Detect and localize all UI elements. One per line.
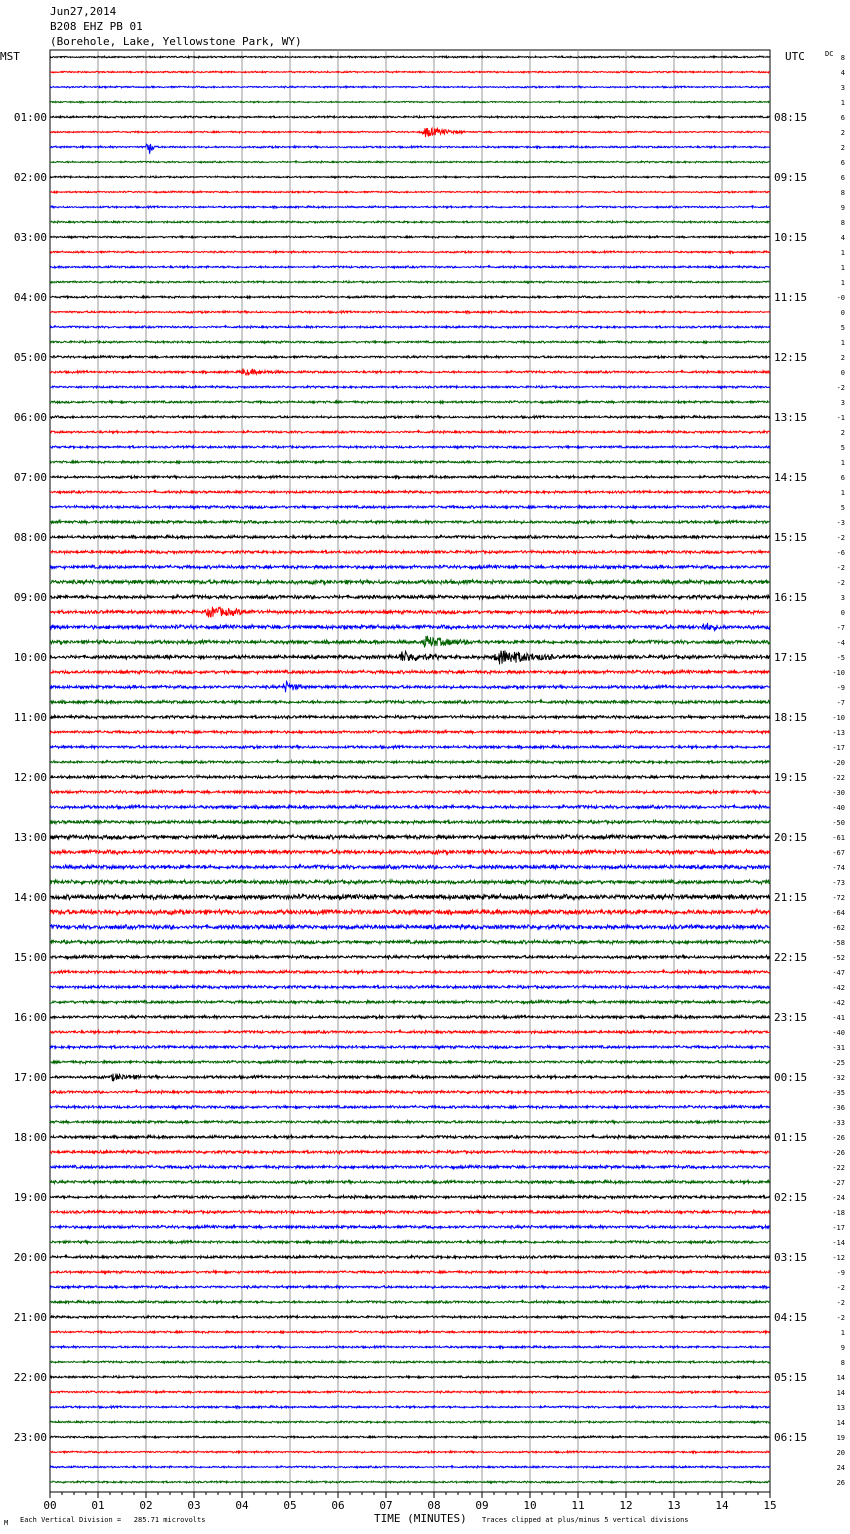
- dc-offset-value: 5: [840, 504, 845, 512]
- dc-offset-value: -40: [832, 804, 845, 812]
- trace-line: [50, 850, 770, 855]
- trace-line: [50, 1000, 770, 1003]
- x-tick-label: 05: [283, 1499, 297, 1512]
- trace-line: [50, 865, 770, 869]
- dc-offset-value: 13: [836, 1404, 845, 1412]
- utc-hour-label: 18:15: [774, 711, 808, 724]
- trace-line: [50, 401, 770, 404]
- dc-offset-value: -7: [836, 624, 845, 632]
- trace-line: [50, 535, 770, 538]
- mst-hour-label: 13:00: [13, 831, 47, 844]
- dc-offset-value: -67: [832, 849, 845, 857]
- trace-line: [50, 1271, 770, 1274]
- station-location: (Borehole, Lake, Yellowstone Park, WY): [50, 35, 302, 48]
- trace-line: [50, 1361, 770, 1363]
- trace-line: [50, 416, 770, 419]
- trace-line: [50, 805, 770, 809]
- dc-offset-value: -2: [836, 564, 845, 572]
- trace-line: [50, 369, 770, 376]
- x-tick-label: 12: [619, 1499, 633, 1512]
- trace-line: [50, 955, 770, 958]
- dc-offset-value: -26: [832, 1149, 845, 1157]
- corner-mark: M: [4, 1519, 9, 1527]
- station-code: B208 EHZ PB 01: [50, 20, 143, 33]
- trace-line: [50, 116, 770, 118]
- dc-offset-value: -50: [832, 819, 845, 827]
- mst-hour-label: 23:00: [13, 1431, 47, 1444]
- trace-line: [50, 1255, 770, 1258]
- dc-offset-value: -14: [832, 1239, 845, 1247]
- trace-line: [50, 1466, 770, 1468]
- dc-offset-value: -32: [832, 1074, 845, 1082]
- dc-offset-value: -9: [836, 684, 845, 692]
- trace-line: [50, 221, 770, 223]
- utc-hour-labels: [774, 111, 807, 1444]
- dc-offset-labels: [832, 54, 845, 1487]
- trace-line: [50, 670, 770, 674]
- dc-offset-value: -30: [832, 789, 845, 797]
- dc-offset-value: 8: [840, 54, 845, 62]
- dc-offset-value: -72: [832, 894, 845, 902]
- dc-offset-value: 2: [840, 354, 845, 362]
- trace-line: [50, 731, 770, 734]
- trace-line: [50, 745, 770, 748]
- dc-offset-value: -10: [832, 714, 845, 722]
- mst-hour-label: 15:00: [13, 951, 47, 964]
- trace-line: [50, 161, 770, 163]
- dc-offset-value: 6: [840, 474, 845, 482]
- trace-line: [50, 1180, 770, 1183]
- dc-offset-value: -24: [832, 1194, 845, 1202]
- trace-line: [50, 925, 770, 930]
- mst-hour-label: 01:00: [13, 111, 47, 124]
- trace-line: [50, 940, 770, 944]
- x-tick-label: 06: [331, 1499, 345, 1512]
- seismic-traces: [50, 56, 770, 1483]
- dc-offset-value: -12: [832, 1254, 845, 1262]
- dc-offset-value: 9: [840, 204, 845, 212]
- dc-offset-value: 20: [836, 1449, 845, 1457]
- dc-offset-value: -1: [836, 414, 845, 422]
- trace-line: [50, 550, 770, 553]
- trace-line: [50, 1391, 770, 1393]
- mst-hour-label: 08:00: [13, 531, 47, 544]
- trace-line: [50, 1195, 770, 1198]
- trace-line: [50, 281, 770, 283]
- mst-hour-label: 06:00: [13, 411, 47, 424]
- trace-line: [50, 101, 770, 103]
- trace-line: [50, 681, 770, 692]
- trace-line: [50, 650, 770, 664]
- dc-offset-value: -17: [832, 1224, 845, 1232]
- dc-offset-value: 5: [840, 324, 845, 332]
- utc-hour-label: 06:15: [774, 1431, 808, 1444]
- utc-hour-label: 04:15: [774, 1311, 808, 1324]
- utc-hour-label: 14:15: [774, 471, 808, 484]
- x-tick-label: 09: [475, 1499, 489, 1512]
- utc-hour-label: 17:15: [774, 651, 808, 664]
- dc-offset-value: 1: [840, 339, 845, 347]
- dc-offset-value: -2: [836, 534, 845, 542]
- trace-line: [50, 1316, 770, 1318]
- mst-hour-label: 12:00: [13, 771, 47, 784]
- dc-offset-value: 24: [836, 1464, 845, 1472]
- trace-line: [50, 1121, 770, 1124]
- dc-offset-value: 14: [836, 1374, 845, 1382]
- dc-offset-value: -31: [832, 1044, 845, 1052]
- trace-line: [50, 790, 770, 793]
- dc-offset-value: 1: [840, 279, 845, 287]
- utc-hour-label: 01:15: [774, 1131, 808, 1144]
- utc-hour-label: 16:15: [774, 591, 808, 604]
- dc-offset-value: -58: [832, 939, 845, 947]
- x-tick-label: 14: [715, 1499, 729, 1512]
- mst-hour-label: 14:00: [13, 891, 47, 904]
- trace-line: [50, 880, 770, 884]
- dc-column-title: DC: [825, 50, 834, 58]
- utc-hour-label: 23:15: [774, 1011, 808, 1024]
- trace-line: [50, 326, 770, 328]
- trace-line: [50, 636, 770, 648]
- utc-hour-label: 12:15: [774, 351, 808, 364]
- dc-offset-value: 2: [840, 429, 845, 437]
- dc-offset-value: 8: [840, 219, 845, 227]
- mst-hour-label: 21:00: [13, 1311, 47, 1324]
- x-tick-label: 13: [667, 1499, 681, 1512]
- trace-line: [50, 128, 770, 137]
- dc-offset-value: -6: [836, 549, 845, 557]
- mst-hour-label: 02:00: [13, 171, 47, 184]
- dc-offset-value: -3: [836, 519, 845, 527]
- utc-hour-label: 20:15: [774, 831, 808, 844]
- trace-line: [50, 607, 770, 618]
- mst-hour-label: 18:00: [13, 1131, 47, 1144]
- trace-line: [50, 1451, 770, 1453]
- recording-date: Jun27,2014: [50, 5, 117, 18]
- dc-offset-value: 8: [840, 1359, 845, 1367]
- mst-hour-label: 11:00: [13, 711, 47, 724]
- utc-hour-label: 19:15: [774, 771, 808, 784]
- trace-line: [50, 970, 770, 973]
- dc-offset-value: -47: [832, 969, 845, 977]
- dc-offset-value: 1: [840, 249, 845, 257]
- dc-offset-value: -7: [836, 699, 845, 707]
- trace-line: [50, 296, 770, 298]
- dc-offset-value: -2: [836, 579, 845, 587]
- dc-offset-value: -52: [832, 954, 845, 962]
- dc-offset-value: 26: [836, 1479, 845, 1487]
- dc-offset-value: 6: [840, 114, 845, 122]
- trace-line: [50, 71, 770, 73]
- dc-offset-value: 4: [840, 234, 845, 242]
- dc-offset-value: -20: [832, 759, 845, 767]
- mst-hour-labels: [14, 111, 47, 1444]
- utc-hour-label: 03:15: [774, 1251, 808, 1264]
- dc-offset-value: 1: [840, 489, 845, 497]
- trace-line: [50, 1061, 770, 1064]
- dc-offset-value: -22: [832, 774, 845, 782]
- trace-line: [50, 1225, 770, 1228]
- trace-line: [50, 894, 770, 900]
- trace-line: [50, 1135, 770, 1138]
- trace-line: [50, 1376, 770, 1378]
- dc-offset-value: 1: [840, 99, 845, 107]
- trace-line: [50, 1436, 770, 1438]
- x-tick-label: 15: [763, 1499, 777, 1512]
- dc-offset-value: 5: [840, 444, 845, 452]
- trace-line: [50, 985, 770, 988]
- dc-offset-value: 8: [840, 189, 845, 197]
- dc-offset-value: -35: [832, 1089, 845, 1097]
- trace-line: [50, 1346, 770, 1348]
- trace-line: [50, 1421, 770, 1423]
- dc-offset-value: 1: [840, 459, 845, 467]
- utc-hour-label: 02:15: [774, 1191, 808, 1204]
- dc-offset-value: -73: [832, 879, 845, 887]
- dc-offset-value: -0: [836, 294, 845, 302]
- dc-offset-value: -61: [832, 834, 845, 842]
- trace-line: [50, 506, 770, 509]
- x-tick-label: 02: [139, 1499, 153, 1512]
- dc-offset-value: 6: [840, 159, 845, 167]
- mst-hour-label: 09:00: [13, 591, 47, 604]
- trace-line: [50, 431, 770, 434]
- dc-offset-value: 1: [840, 1329, 845, 1337]
- dc-offset-value: 2: [840, 129, 845, 137]
- trace-line: [50, 1090, 770, 1093]
- dc-offset-value: 3: [840, 399, 845, 407]
- dc-offset-value: 2: [840, 144, 845, 152]
- utc-axis-title: UTC: [785, 50, 805, 63]
- dc-offset-value: -41: [832, 1014, 845, 1022]
- trace-line: [50, 909, 770, 915]
- dc-offset-value: -74: [832, 864, 845, 872]
- trace-line: [50, 176, 770, 178]
- trace-line: [50, 356, 770, 359]
- dc-offset-value: -10: [832, 669, 845, 677]
- utc-hour-label: 00:15: [774, 1071, 808, 1084]
- dc-offset-value: 0: [840, 609, 845, 617]
- trace-line: [50, 341, 770, 343]
- x-tick-label: 10: [523, 1499, 537, 1512]
- dc-offset-value: -17: [832, 744, 845, 752]
- mst-hour-label: 05:00: [13, 351, 47, 364]
- trace-line: [50, 491, 770, 494]
- x-tick-label: 11: [571, 1499, 585, 1512]
- utc-hour-label: 09:15: [774, 171, 808, 184]
- dc-offset-value: -5: [836, 654, 845, 662]
- trace-line: [50, 1015, 770, 1018]
- mst-axis-title: MST: [0, 50, 20, 63]
- trace-line: [50, 461, 770, 464]
- dc-offset-value: -27: [832, 1179, 845, 1187]
- trace-line: [50, 775, 770, 778]
- trace-line: [50, 1106, 770, 1109]
- utc-hour-label: 11:15: [774, 291, 808, 304]
- mst-hour-label: 03:00: [13, 231, 47, 244]
- trace-line: [50, 820, 770, 824]
- trace-line: [50, 1406, 770, 1408]
- trace-line: [50, 1150, 770, 1153]
- mst-hour-label: 04:00: [13, 291, 47, 304]
- utc-hour-label: 05:15: [774, 1371, 808, 1384]
- x-tick-label: 03: [187, 1499, 201, 1512]
- dc-offset-value: -2: [836, 1314, 845, 1322]
- trace-line: [50, 700, 770, 704]
- trace-line: [50, 191, 770, 193]
- trace-line: [50, 1481, 770, 1483]
- mst-hour-label: 17:00: [13, 1071, 47, 1084]
- dc-offset-value: 0: [840, 309, 845, 317]
- mst-hour-label: 19:00: [13, 1191, 47, 1204]
- dc-offset-value: 14: [836, 1419, 845, 1427]
- trace-line: [50, 144, 770, 154]
- x-tick-label: 04: [235, 1499, 249, 1512]
- x-tick-label: 01: [91, 1499, 105, 1512]
- trace-line: [50, 760, 770, 763]
- utc-hour-label: 21:15: [774, 891, 808, 904]
- trace-line: [50, 1165, 770, 1168]
- trace-line: [50, 476, 770, 479]
- mst-hour-label: 10:00: [13, 651, 47, 664]
- dc-offset-value: -36: [832, 1104, 845, 1112]
- dc-offset-value: -22: [832, 1164, 845, 1172]
- utc-hour-label: 10:15: [774, 231, 808, 244]
- dc-offset-value: 3: [840, 84, 845, 92]
- x-tick-label: 00: [43, 1499, 57, 1512]
- trace-line: [50, 1074, 770, 1082]
- trace-line: [50, 1030, 770, 1033]
- mst-hour-label: 20:00: [13, 1251, 47, 1264]
- utc-hour-label: 15:15: [774, 531, 808, 544]
- trace-line: [50, 56, 770, 58]
- utc-hour-label: 13:15: [774, 411, 808, 424]
- dc-offset-value: 0: [840, 369, 845, 377]
- dc-offset-value: 6: [840, 174, 845, 182]
- trace-line: [50, 1286, 770, 1289]
- dc-offset-value: -2: [836, 1299, 845, 1307]
- mst-hour-label: 16:00: [13, 1011, 47, 1024]
- dc-offset-value: -42: [832, 999, 845, 1007]
- x-tick-label: 08: [427, 1499, 441, 1512]
- dc-offset-value: 4: [840, 69, 845, 77]
- clip-note: Traces clipped at plus/minus 5 vertical divisions: [482, 1516, 689, 1524]
- trace-line: [50, 1331, 770, 1333]
- utc-hour-label: 22:15: [774, 951, 808, 964]
- scale-note: Each Vertical Division = 285.71 microvolts: [20, 1516, 206, 1524]
- trace-line: [50, 1210, 770, 1213]
- x-tick-label: 07: [379, 1499, 393, 1512]
- mst-hour-label: 22:00: [13, 1371, 47, 1384]
- trace-line: [50, 565, 770, 569]
- dc-offset-value: 19: [836, 1434, 845, 1442]
- trace-line: [50, 386, 770, 388]
- trace-line: [50, 236, 770, 238]
- trace-line: [50, 715, 770, 718]
- trace-line: [50, 623, 770, 630]
- trace-line: [50, 520, 770, 523]
- dc-offset-value: 9: [840, 1344, 845, 1352]
- dc-offset-value: -62: [832, 924, 845, 932]
- trace-line: [50, 1046, 770, 1049]
- dc-offset-value: -64: [832, 909, 845, 917]
- trace-line: [50, 1240, 770, 1243]
- dc-offset-value: -33: [832, 1119, 845, 1127]
- mst-hour-label: 07:00: [13, 471, 47, 484]
- dc-offset-value: -25: [832, 1059, 845, 1067]
- trace-line: [50, 266, 770, 268]
- dc-offset-value: -9: [836, 1269, 845, 1277]
- dc-offset-value: -40: [832, 1029, 845, 1037]
- time-axis: [43, 1492, 776, 1512]
- trace-line: [50, 835, 770, 840]
- dc-offset-value: 14: [836, 1389, 845, 1397]
- utc-hour-label: 08:15: [774, 111, 808, 124]
- dc-offset-value: -4: [836, 639, 845, 647]
- dc-offset-value: 1: [840, 264, 845, 272]
- trace-line: [50, 86, 770, 88]
- trace-line: [50, 446, 770, 448]
- trace-line: [50, 251, 770, 253]
- trace-line: [50, 1301, 770, 1304]
- dc-offset-value: 3: [840, 594, 845, 602]
- dc-offset-value: -13: [832, 729, 845, 737]
- dc-offset-value: -2: [836, 384, 845, 392]
- x-axis-label: TIME (MINUTES): [374, 1512, 467, 1525]
- trace-line: [50, 580, 770, 585]
- dc-offset-value: -18: [832, 1209, 845, 1217]
- trace-line: [50, 311, 770, 313]
- trace-line: [50, 206, 770, 208]
- dc-offset-value: -42: [832, 984, 845, 992]
- dc-offset-value: -26: [832, 1134, 845, 1142]
- trace-line: [50, 595, 770, 599]
- dc-offset-value: -2: [836, 1284, 845, 1292]
